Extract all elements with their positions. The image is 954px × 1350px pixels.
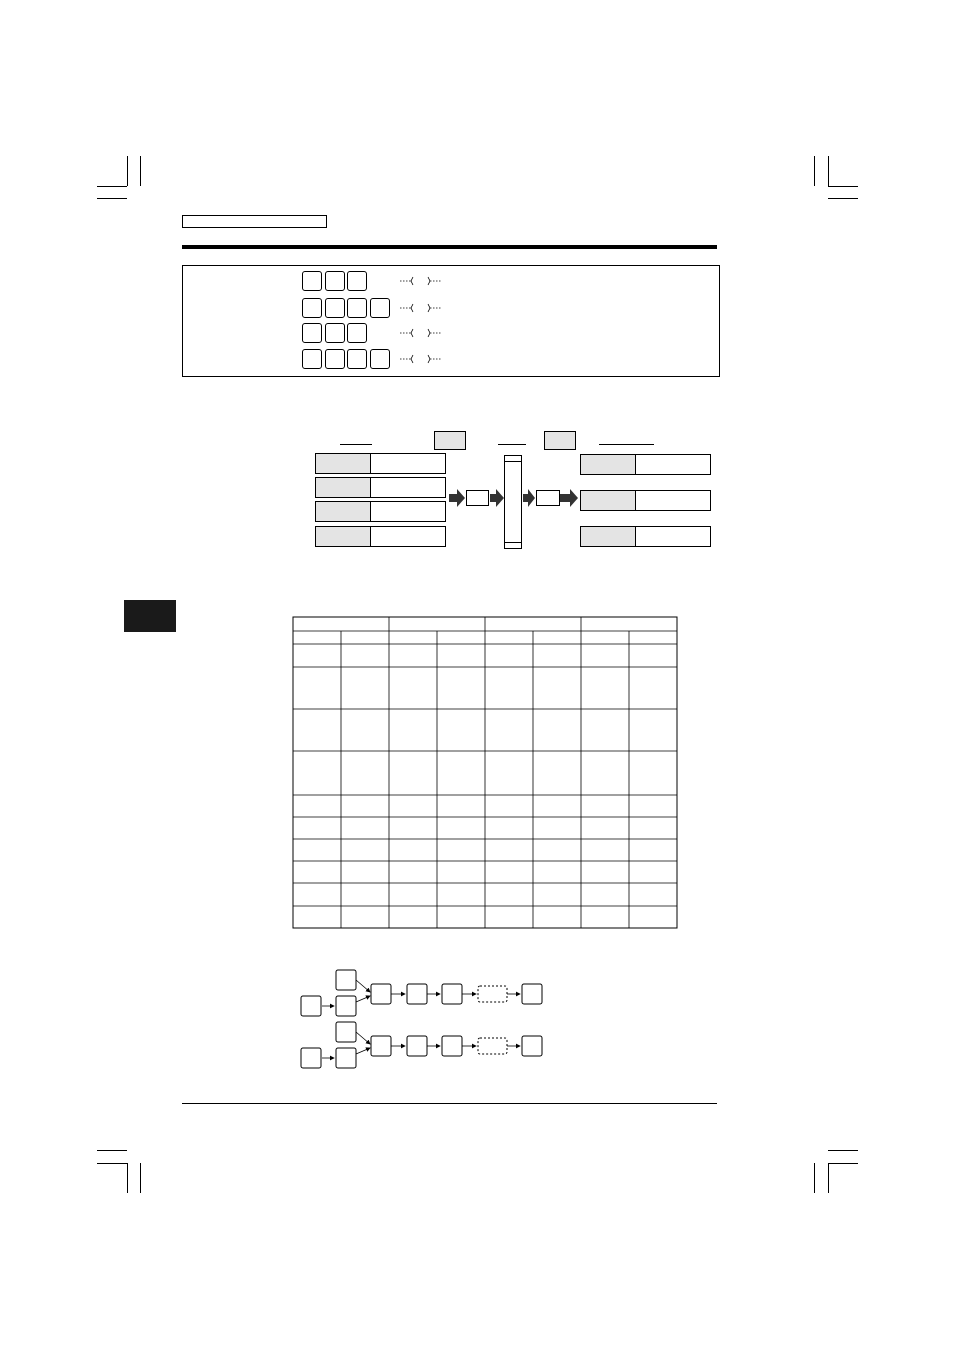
chain-arrow [356, 1048, 370, 1054]
chain-end-node [522, 984, 542, 1004]
chain-step-node [407, 984, 427, 1004]
chain-step-node [371, 984, 391, 1004]
chain-top-node [336, 970, 356, 990]
chain-merge-node [336, 1048, 356, 1068]
chain-optional-node [478, 1038, 507, 1054]
chain-source-node [301, 996, 321, 1016]
footer-rule [182, 1103, 717, 1104]
chain-step-node [442, 984, 462, 1004]
chain-step-node [442, 1036, 462, 1056]
chain-merge-node [336, 996, 356, 1016]
chain-arrow [356, 996, 370, 1002]
chain-top-node [336, 1022, 356, 1042]
chain-source-node [301, 1048, 321, 1068]
chain-end-node [522, 1036, 542, 1056]
chain-arrow [356, 980, 370, 992]
chain-step-node [407, 1036, 427, 1056]
chain-optional-node [478, 986, 507, 1002]
chain-arrow [356, 1032, 370, 1044]
chain-step-node [371, 1036, 391, 1056]
